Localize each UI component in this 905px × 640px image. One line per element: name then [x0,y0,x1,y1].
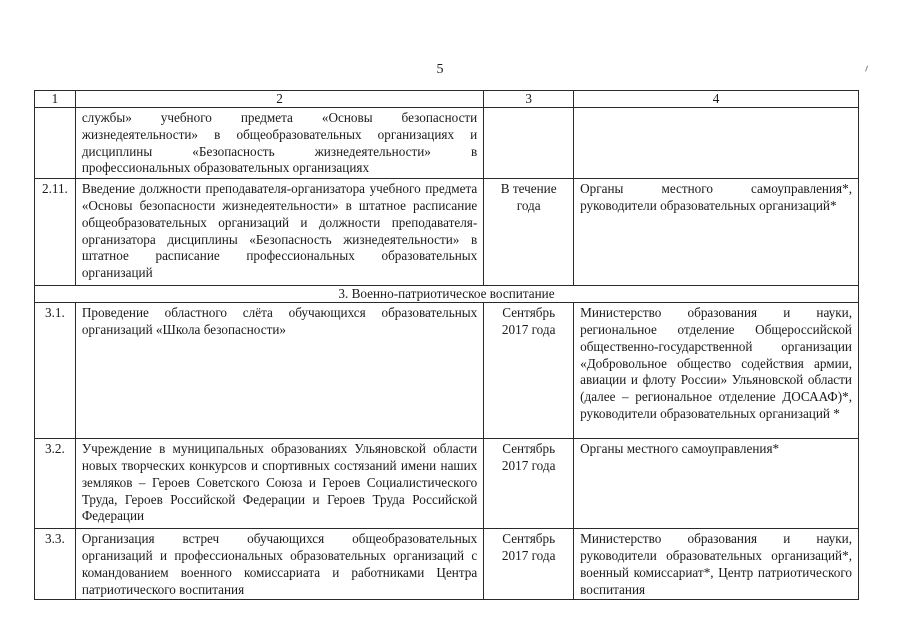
row-responsible [574,108,859,179]
table-row [35,529,859,600]
page-number: 5 [436,62,444,77]
row-activity: Учреждение в муниципальных образованиях Ульяновской области новых творческих конкурсов и спортивных состязаний имени наших земляков – Героев Советского Союза и Героев Социалистического Труда, Героев Российской Федерации и Героев Труда Российской Федерации [75,439,483,529]
header-cell-number: 1 [35,91,76,108]
table-row [35,439,859,529]
row-responsible: Министерство образования и науки, региональное отделение Общероссийской общественно-государственной организации «Добровольное общество содействия армии, авиации и флоту России» Ульяновской области (далее – региональное отделение ДОСААФ)*, руководители образовательных организаций * [574,303,859,439]
table-row [35,303,859,439]
table-header-row [35,91,859,108]
plan-table [34,90,859,600]
row-activity: службы» учебного предмета «Основы безопасности жизнедеятельности» в общеобразовательных организациях и дисциплины «Безопасность жизнедеятельности» в профессиональных образовательных организациях [75,108,483,179]
row-deadline: Сентябрь 2017 года [484,529,574,600]
header-cell-responsible: 4 [574,91,859,108]
row-activity: Организация встреч обучающихся общеобразовательных организаций и профессиональных образовательных организаций с командованием военного комиссариата и работниками Центра патриотического воспитания [75,529,483,600]
row-deadline: Сентябрь 2017 года [484,439,574,529]
row-number [35,108,76,179]
row-responsible: Органы местного самоуправления*, руководители образовательных организаций* [574,179,859,286]
row-number: 2.11. [35,179,76,286]
row-deadline [484,108,574,179]
row-number: 3.1. [35,303,76,439]
section-title: 3. Военно-патриотическое воспитание [35,286,859,303]
row-number: 3.3. [35,529,76,600]
header-cell-activity: 2 [75,91,483,108]
row-deadline: Сентябрь 2017 года [484,303,574,439]
row-activity: Введение должности преподавателя-организатора учебного предмета «Основы безопасности жизнедеятельности» в штатное расписание общеобразовательных организаций и должности преподавателя-организатора дисциплины «Безопасность жизнедеятельности» в штатное расписание профессиональных образовательных организаций [75,179,483,286]
row-responsible: Органы местного самоуправления* [574,439,859,529]
row-deadline: В течение года [484,179,574,286]
scan-mark [865,66,870,73]
header-cell-deadline: 3 [484,91,574,108]
row-activity: Проведение областного слёта обучающихся образовательных организаций «Школа безопасности» [75,303,483,439]
table-row [35,179,859,286]
row-number: 3.2. [35,439,76,529]
table-row [35,108,859,179]
section-header-row [35,286,859,303]
row-responsible: Министерство образования и науки, руководители образовательных организаций*, военный комиссариат*, Центр патриотического воспитания [574,529,859,600]
